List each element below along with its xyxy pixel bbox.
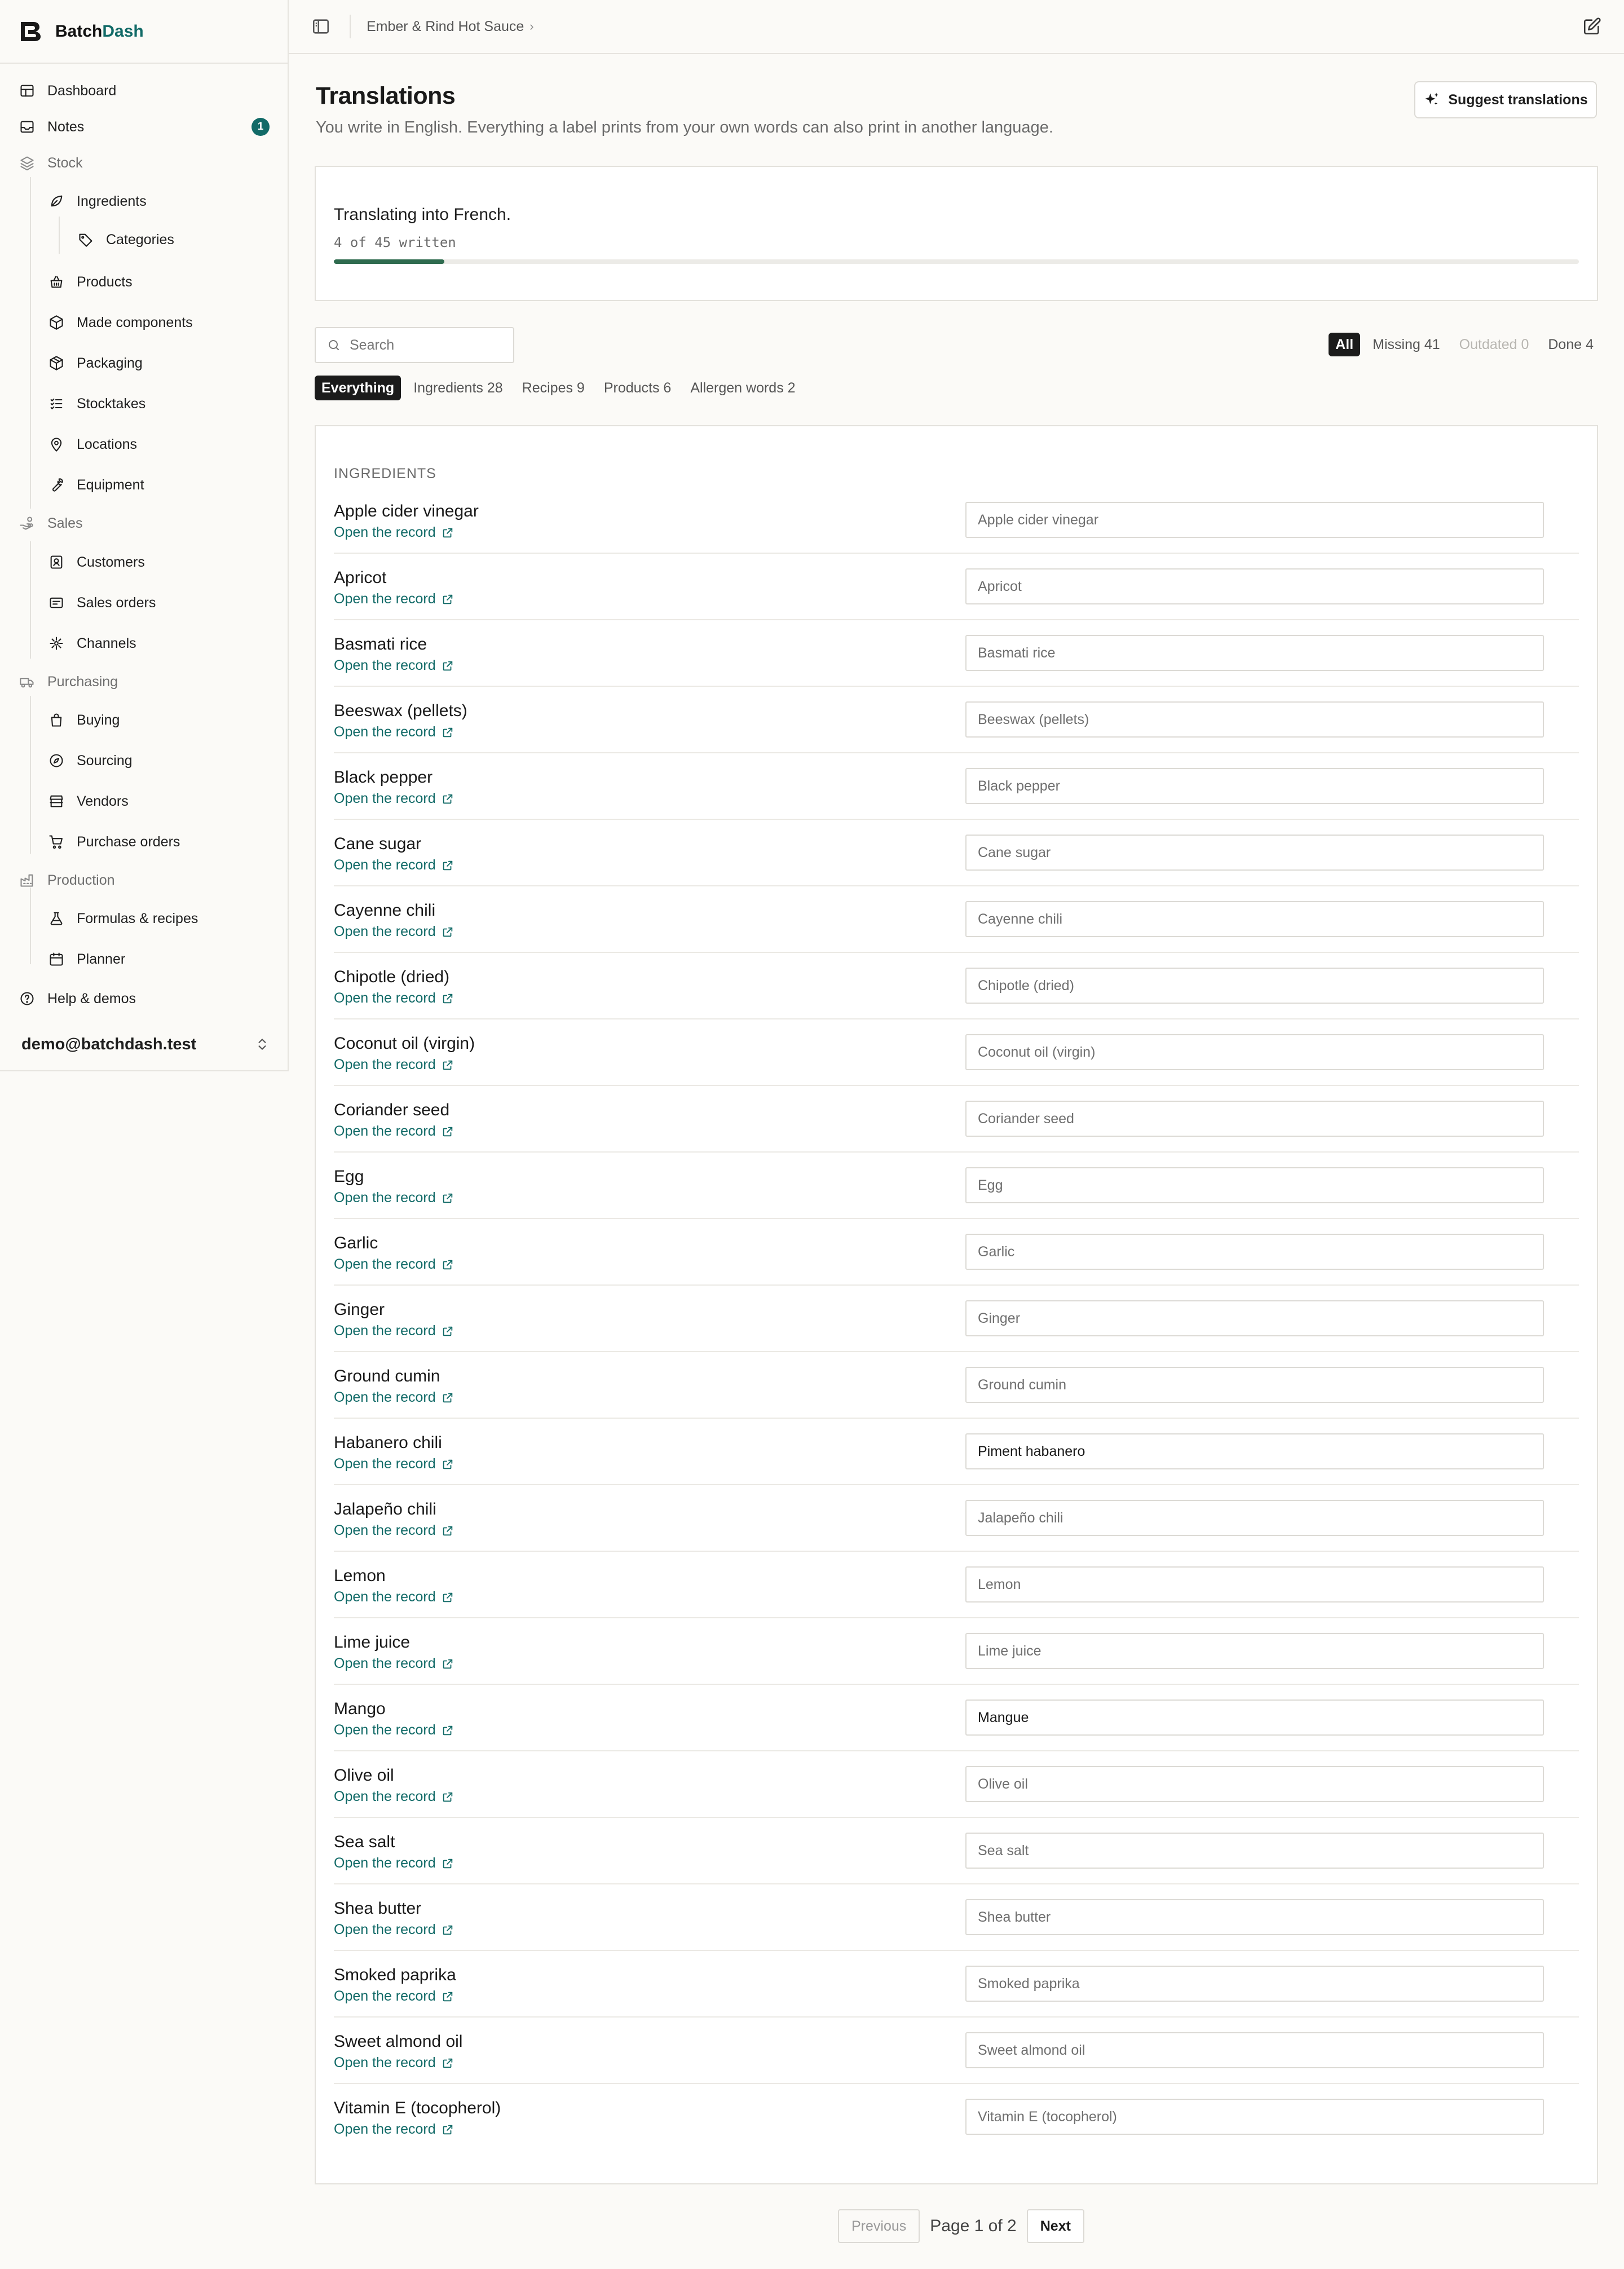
open-record-label: Open the record [334,657,436,673]
open-record-link[interactable] [334,1656,454,1672]
translation-row [334,1286,1579,1352]
cart-icon [48,834,64,850]
translation-input[interactable] [965,1500,1544,1536]
sidebar-item-label: Buying [77,712,120,728]
open-record-link[interactable] [334,1057,454,1073]
open-record-link[interactable] [334,657,454,674]
translation-input[interactable] [965,1833,1544,1869]
translation-row [334,1951,1579,2018]
sidebar-item-vendors[interactable] [48,785,289,817]
open-record-link[interactable] [334,1522,454,1539]
brand-logo-icon [19,20,43,43]
tree-line-stock [30,177,31,509]
open-record-label: Open the record [334,1589,436,1605]
translation-row [334,1751,1579,1818]
source-term: Habanero chili [334,1433,442,1452]
sidebar-item-made-components[interactable] [48,307,289,338]
box-icon [48,315,64,330]
open-record-link[interactable] [334,1589,454,1605]
source-term: Shea butter [334,1899,422,1918]
sidebar-item-label: Purchasing [47,673,118,690]
open-record-link[interactable] [334,1190,454,1206]
truck-icon [19,674,35,690]
section-label: INGREDIENTS [334,466,436,482]
external-link-icon [442,859,454,872]
external-link-icon [442,1125,454,1138]
package-icon [48,355,64,371]
hand-coins-icon [19,515,35,531]
translation-input[interactable] [965,1966,1544,2002]
source-term: Lemon [334,1566,386,1585]
open-record-link[interactable] [334,1988,454,2005]
chevrons-up-down-icon [255,1037,270,1052]
open-record-link[interactable] [334,1389,454,1406]
tree-line-sales [30,541,31,659]
sidebar-item-label: Products [77,273,133,290]
category-tabs [315,376,808,400]
edit-icon[interactable] [1582,17,1601,36]
progress-title: Translating into French. [334,205,511,224]
tree-line-ingredients [59,217,60,254]
translation-input[interactable] [965,2032,1544,2068]
sidebar-item-label: Made components [77,314,193,330]
progress-count: 4 of 45 written [334,235,456,250]
open-record-link[interactable] [334,1922,454,1938]
external-link-icon [442,1059,454,1071]
tab-allergen-words[interactable]: Allergen words 2 [690,379,796,396]
translation-input[interactable] [965,1034,1544,1070]
checklist-icon [48,396,64,412]
translation-row [334,1419,1579,1485]
open-record-label: Open the record [334,724,436,740]
open-record-link[interactable] [334,1855,454,1871]
sidebar-item-purchasing[interactable] [19,666,289,698]
translation-row [334,953,1579,1019]
sidebar-item-label: Planner [77,951,126,967]
translation-input[interactable] [965,568,1544,604]
brand[interactable] [19,19,144,44]
compass-icon [48,753,64,769]
translation-row [334,1618,1579,1685]
source-term: Garlic [334,1234,378,1252]
translation-input[interactable] [965,1433,1544,1469]
open-record-label: Open the record [334,1123,436,1139]
translation-row [334,820,1579,886]
sidebar-item-label: Help & demos [47,990,136,1007]
translation-row [334,687,1579,753]
open-record-label: Open the record [334,1190,436,1206]
tag-icon [78,232,94,248]
status-filter-group [1323,333,1600,356]
source-term: Olive oil [334,1766,394,1785]
topbar [289,0,1624,54]
store-icon [48,793,64,809]
sidebar-toggle-icon[interactable] [311,17,330,36]
suggest-translations-button[interactable] [1414,81,1597,118]
external-link-icon [442,1392,454,1404]
source-term: Cane sugar [334,835,422,853]
page-indicator: Page 1 of 2 [930,2217,1017,2235]
sidebar-item-production[interactable] [19,864,289,896]
sidebar-item-stock[interactable] [19,147,289,179]
translation-input[interactable] [965,1167,1544,1203]
sidebar-item-notes[interactable] [19,111,289,143]
open-record-link[interactable] [334,1123,454,1140]
translation-input[interactable] [965,701,1544,738]
sidebar-item-label: Stock [47,154,83,171]
translation-row [334,1086,1579,1153]
open-record-label: Open the record [334,1522,436,1538]
translation-row [334,1485,1579,1552]
user-switcher[interactable] [21,1028,270,1060]
open-record-label: Open the record [334,990,436,1006]
open-record-label: Open the record [334,2055,436,2071]
external-link-icon [442,1990,454,2003]
progress-bar [334,259,1579,264]
source-term: Chipotle (dried) [334,968,450,986]
sidebar-item-stocktakes[interactable] [48,388,289,420]
sidebar-item-label: Purchase orders [77,833,180,850]
share-icon [48,635,64,651]
source-term: Ginger [334,1300,385,1319]
external-link-icon [442,726,454,739]
external-link-icon [442,1525,454,1537]
translation-row [334,753,1579,820]
translation-input[interactable] [965,1566,1544,1603]
external-link-icon [442,1591,454,1604]
translation-input[interactable] [965,1234,1544,1270]
source-term: Mango [334,1699,386,1718]
tree-line-purchasing [30,696,31,854]
translation-input[interactable] [965,1367,1544,1403]
translation-row [334,886,1579,953]
leaf-icon [48,193,64,209]
map-pin-icon [48,436,64,452]
brand-name: BatchDash [55,22,144,41]
external-link-icon [442,1458,454,1471]
search-box[interactable] [315,327,514,363]
translation-input[interactable] [965,1899,1544,1935]
sidebar-item-buying[interactable] [48,704,289,736]
translation-input[interactable] [965,835,1544,871]
sidebar-item-sourcing[interactable] [48,745,289,776]
external-link-icon [442,660,454,672]
progress-bar-fill [334,259,444,264]
open-record-label: Open the record [334,857,436,873]
sidebar-item-label: Equipment [77,476,144,493]
external-link-icon [442,1791,454,1803]
translation-input[interactable] [965,1101,1544,1137]
tree-line-production [30,888,31,964]
source-term: Coconut oil (virgin) [334,1034,475,1053]
user-email: demo@batchdash.test [21,1035,197,1053]
source-term: Vitamin E (tocopherol) [334,2099,501,2117]
source-term: Basmati rice [334,635,427,654]
external-link-icon [442,1857,454,1870]
open-record-link[interactable] [334,2055,454,2071]
open-record-link[interactable] [334,1323,454,1339]
tab-ingredients[interactable]: Ingredients 28 [413,379,503,396]
tab-products[interactable]: Products 6 [603,379,672,396]
open-record-label: Open the record [334,1855,436,1871]
open-record-link[interactable] [334,591,454,607]
sidebar-item-help-demos[interactable] [19,983,289,1014]
open-record-link[interactable] [334,857,454,873]
translation-input[interactable] [965,1766,1544,1802]
external-link-icon [442,992,454,1005]
open-record-label: Open the record [334,591,436,607]
translation-input[interactable] [965,2099,1544,2135]
breadcrumb-separator: › [529,19,534,33]
page-subtitle: You write in English. Everything a label prints from your own words can also print in another language. [316,118,1053,136]
external-link-icon [442,527,454,539]
open-record-label: Open the record [334,1389,436,1405]
open-record-link[interactable] [334,924,454,940]
status-filter-missing[interactable]: Missing 41 [1373,336,1440,352]
open-record-label: Open the record [334,2121,436,2137]
sidebar-item-sales-orders[interactable] [48,587,289,619]
translation-row [334,1818,1579,1884]
translation-input[interactable] [965,968,1544,1004]
sparkles-icon [1423,91,1440,108]
receipt-icon [48,595,64,611]
wrench-icon [48,477,64,493]
sidebar-item-channels[interactable] [48,628,289,659]
source-term: Ground cumin [334,1367,440,1385]
sidebar [0,0,289,1071]
open-record-label: Open the record [334,791,436,806]
sidebar-item-label: Customers [77,554,145,570]
open-record-label: Open the record [334,1988,436,2004]
source-term: Sweet almond oil [334,2032,463,2051]
status-filter-done[interactable]: Done 4 [1548,336,1594,352]
breadcrumb[interactable] [367,16,534,37]
sidebar-item-dashboard[interactable] [19,75,289,107]
translation-row [334,2084,1579,2151]
source-term: Sea salt [334,1833,395,1851]
status-filter-outdated: Outdated 0 [1459,336,1529,352]
sidebar-item-label: Ingredients [77,193,147,209]
sidebar-item-label: Categories [106,231,174,248]
translation-row [334,1219,1579,1286]
source-term: Apricot [334,568,387,587]
open-record-link[interactable] [334,1789,454,1805]
translation-input[interactable] [965,502,1544,538]
sidebar-item-label: Packaging [77,355,143,371]
external-link-icon [442,1724,454,1737]
source-term: Lime juice [334,1633,411,1652]
page-title: Translations [316,82,456,109]
help-circle-icon [19,991,35,1007]
tab-everything[interactable]: Everything [315,376,401,400]
sidebar-item-label: Formulas & recipes [77,910,198,926]
search-input[interactable] [350,337,502,354]
sidebar-item-label: Sourcing [77,752,133,769]
sidebar-item-locations[interactable] [48,429,289,460]
translation-list [315,425,1598,2184]
sidebar-item-label: Notes [47,118,85,135]
sidebar-item-sales[interactable] [19,507,289,539]
translation-row [334,2018,1579,2084]
open-record-link[interactable] [334,724,454,740]
open-record-label: Open the record [334,1456,436,1472]
inbox-icon [19,119,35,135]
translation-row [334,554,1579,620]
source-term: Egg [334,1167,364,1186]
open-record-link[interactable] [334,1722,454,1738]
sidebar-item-label: Locations [77,436,138,452]
source-term: Jalapeño chili [334,1500,436,1518]
sidebar-item-label: Stocktakes [77,395,146,412]
external-link-icon [442,1192,454,1204]
translation-row [334,620,1579,687]
external-link-icon [442,1325,454,1337]
breadcrumb-item: Ember & Rind Hot Sauce [367,18,524,34]
topbar-divider [350,15,351,38]
open-record-label: Open the record [334,1656,436,1671]
open-record-label: Open the record [334,924,436,939]
layers-icon [19,155,35,171]
flask-icon [48,911,64,926]
next-page-button[interactable]: Next [1027,2209,1084,2243]
notification-badge: 1 [251,118,270,136]
sidebar-item-label: Sales orders [77,594,156,611]
external-link-icon [442,793,454,805]
source-term: Smoked paprika [334,1966,456,1984]
external-link-icon [442,2057,454,2069]
external-link-icon [442,926,454,938]
open-record-link[interactable] [334,990,454,1007]
source-term: Black pepper [334,768,433,787]
open-record-label: Open the record [334,1256,436,1272]
source-term: Cayenne chili [334,901,436,920]
sidebar-item-label: Channels [77,635,136,651]
status-filter-all[interactable]: All [1329,333,1360,356]
basket-icon [48,274,64,290]
dashboard-icon [19,83,35,99]
open-record-link[interactable] [334,1256,454,1273]
translation-input[interactable] [965,1633,1544,1669]
external-link-icon [442,1924,454,1936]
sidebar-item-label: Production [47,872,115,888]
open-record-label: Open the record [334,1922,436,1937]
external-link-icon [442,593,454,606]
translation-row [334,1685,1579,1751]
sidebar-item-label: Sales [47,515,83,531]
translation-input[interactable] [965,1699,1544,1736]
open-record-link[interactable] [334,2121,454,2138]
sidebar-item-formulas-recipes[interactable] [48,903,289,934]
sidebar-item-label: Vendors [77,793,129,809]
translation-rows [334,487,1579,2151]
translation-row [334,1352,1579,1419]
translation-input[interactable] [965,1300,1544,1336]
sidebar-item-label: Dashboard [47,82,117,99]
tab-recipes[interactable]: Recipes 9 [522,379,585,396]
open-record-label: Open the record [334,1057,436,1072]
sidebar-item-ingredients[interactable] [48,186,289,217]
open-record-label: Open the record [334,1722,436,1738]
open-record-label: Open the record [334,524,436,540]
source-term: Coriander seed [334,1101,450,1119]
contact-icon [48,554,64,570]
open-record-link[interactable] [334,524,454,541]
source-term: Apple cider vinegar [334,502,479,520]
translation-row [334,1153,1579,1219]
translation-row [334,1884,1579,1951]
translation-row [334,1019,1579,1086]
external-link-icon [442,1259,454,1271]
sidebar-item-categories[interactable] [78,224,289,255]
sidebar-item-customers[interactable] [48,546,289,578]
source-term: Beeswax (pellets) [334,701,467,720]
translation-input[interactable] [965,635,1544,671]
open-record-label: Open the record [334,1323,436,1339]
translation-row [334,487,1579,554]
sidebar-item-packaging[interactable] [48,347,289,379]
open-record-label: Open the record [334,1789,436,1804]
sidebar-item-equipment[interactable] [48,469,289,501]
external-link-icon [442,2124,454,2136]
translation-input[interactable] [965,768,1544,804]
translation-input[interactable] [965,901,1544,937]
sidebar-item-planner[interactable] [48,943,289,975]
open-record-link[interactable] [334,791,454,807]
search-icon [327,338,341,352]
translation-row [334,1552,1579,1618]
open-record-link[interactable] [334,1456,454,1472]
sidebar-item-products[interactable] [48,266,289,298]
shopping-bag-icon [48,712,64,728]
suggest-translations-label: Suggest translations [1448,91,1588,108]
calendar-icon [48,951,64,967]
pagination [838,2209,1084,2243]
sidebar-divider [0,63,288,64]
sidebar-item-purchase-orders[interactable] [48,826,289,858]
factory-icon [19,872,35,888]
external-link-icon [442,1658,454,1670]
previous-page-button[interactable]: Previous [838,2209,920,2243]
progress-card [315,166,1598,301]
